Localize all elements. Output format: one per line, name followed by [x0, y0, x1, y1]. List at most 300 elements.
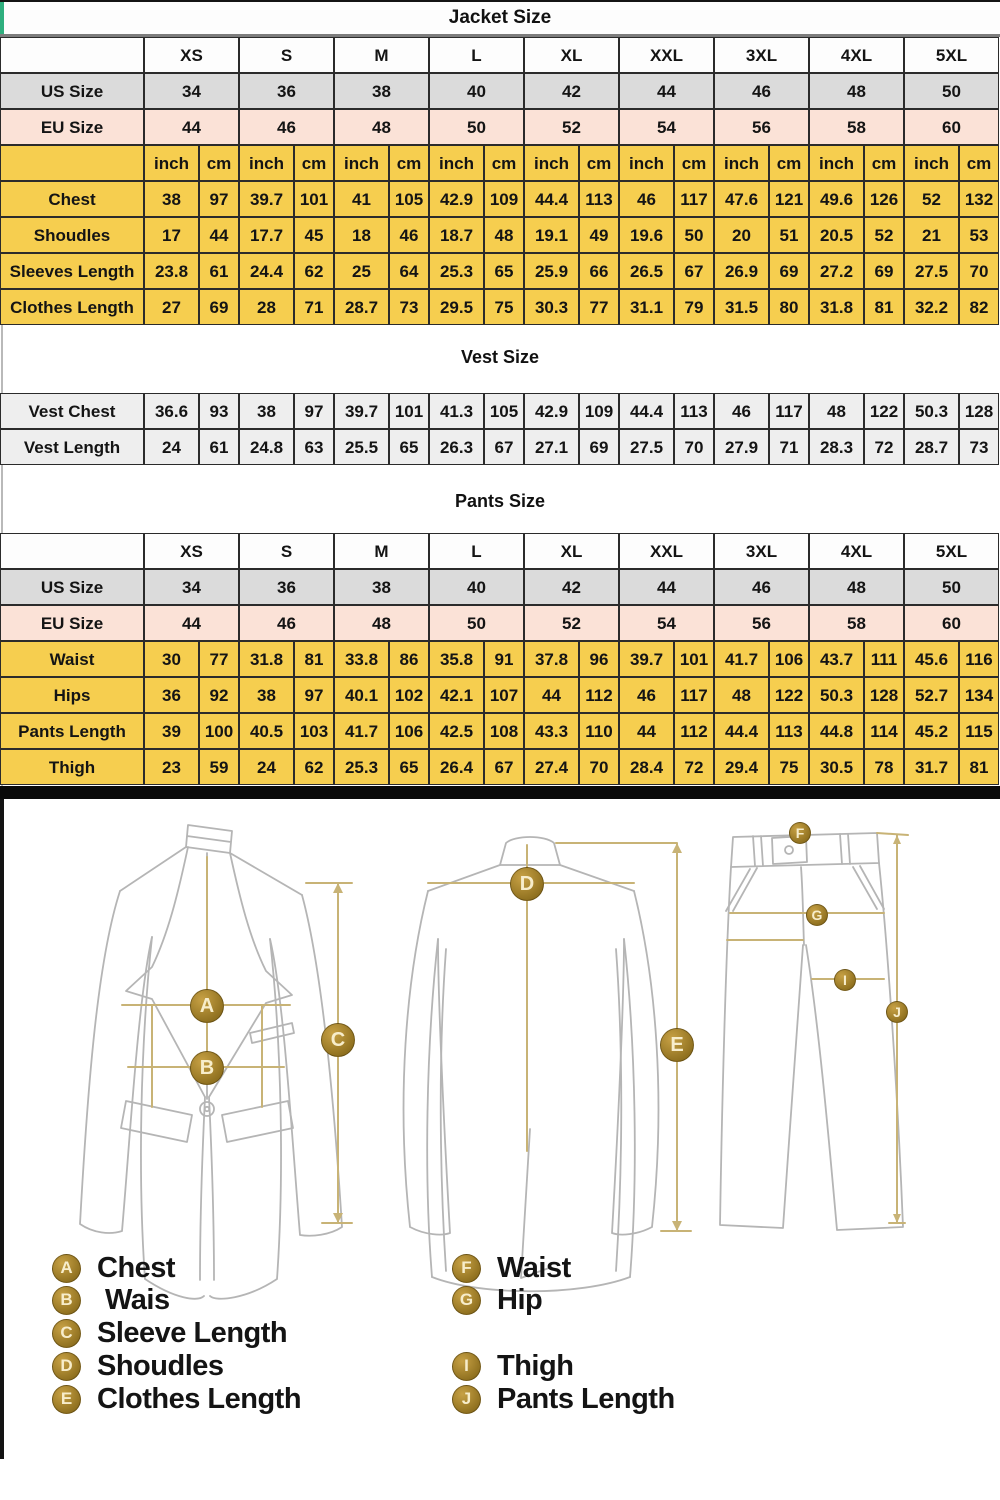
measurement-value-cell: 70: [674, 429, 714, 465]
measurement-value-cell: 46: [619, 677, 674, 713]
legend-label-pants-waist: Waist: [497, 1251, 571, 1284]
measurement-value-cell: 27.1: [524, 429, 579, 465]
eu-size-cell: 58: [809, 605, 904, 641]
measurement-value-cell: 48: [484, 217, 524, 253]
legend-badge-c: C: [52, 1319, 81, 1348]
measurement-value-cell: 134: [959, 677, 999, 713]
legend-badge-i: I: [452, 1352, 481, 1381]
measurement-value-cell: 109: [579, 393, 619, 429]
measurement-value-cell: 44.4: [524, 181, 579, 217]
measurement-value-cell: 28.7: [904, 429, 959, 465]
measurement-value-cell: 28.4: [619, 749, 674, 785]
size-header-cell: XXL: [619, 37, 714, 73]
measurement-value-cell: 39.7: [619, 641, 674, 677]
eu-size-cell: 48: [334, 605, 429, 641]
measurement-value-cell: 27.5: [904, 253, 959, 289]
marker-e-clothes-length: E: [660, 1028, 694, 1062]
vest-size-table: [0, 393, 999, 465]
measurement-value-cell: 106: [389, 713, 429, 749]
measurement-value-cell: 17.7: [239, 217, 294, 253]
legend-item-thigh: [452, 1350, 573, 1382]
vest-table-title: Vest Size: [460, 347, 540, 367]
measurement-value-cell: 32.2: [904, 289, 959, 325]
jacket-back-drawing: [404, 837, 659, 1291]
legend-label-waist: Wais: [105, 1283, 170, 1316]
legend-item-shoulders: [52, 1350, 224, 1382]
measurement-value-cell: 45.6: [904, 641, 959, 677]
us-size-cell: 46: [714, 569, 809, 605]
legend-item-sleeve-length: [52, 1317, 287, 1349]
legend-badge-g: G: [452, 1286, 481, 1315]
measurement-value-cell: 40.5: [239, 713, 294, 749]
measurement-value-cell: 43.3: [524, 713, 579, 749]
measurement-value-cell: 75: [769, 749, 809, 785]
eu-size-cell: 46: [239, 109, 334, 145]
measurement-value-cell: 31.5: [714, 289, 769, 325]
eu-size-cell: 50: [429, 605, 524, 641]
measurement-value-cell: 42.9: [524, 393, 579, 429]
measurement-value-cell: 105: [389, 181, 429, 217]
measurement-value-cell: 91: [484, 641, 524, 677]
measurement-value-cell: 44: [199, 217, 239, 253]
corner-cell: [0, 533, 144, 569]
us-size-cell: 34: [144, 73, 239, 109]
legend-label-sleeve-length: Sleeve Length: [97, 1316, 288, 1349]
measurement-value-cell: 25.9: [524, 253, 579, 289]
measurement-value-cell: 49.6: [809, 181, 864, 217]
us-size-row-label: US Size: [0, 569, 144, 605]
legend-badge-d: D: [52, 1352, 81, 1381]
eu-size-cell: 46: [239, 605, 334, 641]
measurement-value-cell: 25: [334, 253, 389, 289]
measurement-value-cell: 53: [959, 217, 999, 253]
measurement-value-cell: 71: [294, 289, 334, 325]
measurement-value-cell: 81: [294, 641, 334, 677]
legend-item-chest: [52, 1252, 175, 1284]
eu-size-row-label: EU Size: [0, 109, 144, 145]
measurement-value-cell: 81: [959, 749, 999, 785]
unit-inch-cell: inch: [809, 145, 864, 181]
size-header-cell: 4XL: [809, 37, 904, 73]
us-size-cell: 44: [619, 569, 714, 605]
measurement-value-cell: 27: [144, 289, 199, 325]
measurement-value-cell: 65: [389, 429, 429, 465]
size-header-cell: 3XL: [714, 533, 809, 569]
us-size-cell: 50: [904, 73, 999, 109]
measurement-row-label: Shoudles: [0, 217, 144, 253]
measurement-value-cell: 112: [579, 677, 619, 713]
measurement-value-cell: 52: [864, 217, 904, 253]
measurement-value-cell: 113: [579, 181, 619, 217]
measurement-row-label: Waist: [0, 641, 144, 677]
measurement-value-cell: 59: [199, 749, 239, 785]
unit-cm-cell: cm: [674, 145, 714, 181]
measurement-value-cell: 31.7: [904, 749, 959, 785]
unit-cm-cell: cm: [579, 145, 619, 181]
measurement-value-cell: 61: [199, 429, 239, 465]
marker-j-pants-length: J: [886, 1001, 908, 1023]
measurement-value-cell: 72: [864, 429, 904, 465]
measurement-value-cell: 62: [294, 749, 334, 785]
size-header-cell: 4XL: [809, 533, 904, 569]
legend-item-hip: [452, 1284, 542, 1316]
legend-item-clothes-length: [52, 1383, 301, 1415]
measurement-value-cell: 36.6: [144, 393, 199, 429]
unit-cm-cell: cm: [294, 145, 334, 181]
measurement-value-cell: 79: [674, 289, 714, 325]
measurement-value-cell: 72: [674, 749, 714, 785]
measurement-value-cell: 69: [199, 289, 239, 325]
measurement-value-cell: 81: [864, 289, 904, 325]
legend-label-chest: Chest: [97, 1251, 176, 1284]
eu-size-cell: 58: [809, 109, 904, 145]
legend-item-waist: [52, 1284, 170, 1316]
legend-badge-f: F: [452, 1254, 481, 1283]
measurement-value-cell: 27.4: [524, 749, 579, 785]
measurement-value-cell: 37.8: [524, 641, 579, 677]
us-size-cell: 42: [524, 73, 619, 109]
measurement-value-cell: 28.7: [334, 289, 389, 325]
measurement-value-cell: 35.8: [429, 641, 484, 677]
legend-badge-e: E: [52, 1385, 81, 1414]
measurement-value-cell: 48: [714, 677, 769, 713]
measurement-value-cell: 26.3: [429, 429, 484, 465]
measurement-value-cell: 45: [294, 217, 334, 253]
measurement-value-cell: 67: [484, 429, 524, 465]
measurement-value-cell: 75: [484, 289, 524, 325]
legend-badge-j: J: [452, 1385, 481, 1414]
us-size-cell: 38: [334, 569, 429, 605]
us-size-cell: 42: [524, 569, 619, 605]
eu-size-cell: 44: [144, 605, 239, 641]
measurement-value-cell: 30: [144, 641, 199, 677]
measurement-value-cell: 42.5: [429, 713, 484, 749]
measurement-value-cell: 50.3: [809, 677, 864, 713]
measurement-value-cell: 41.7: [334, 713, 389, 749]
measurement-value-cell: 39: [144, 713, 199, 749]
measurement-value-cell: 101: [674, 641, 714, 677]
unit-inch-cell: inch: [144, 145, 199, 181]
measurement-value-cell: 52: [904, 181, 959, 217]
measurement-value-cell: 126: [864, 181, 904, 217]
measurement-value-cell: 36: [144, 677, 199, 713]
eu-size-cell: 56: [714, 605, 809, 641]
measurement-value-cell: 101: [294, 181, 334, 217]
us-size-cell: 36: [239, 73, 334, 109]
measurement-value-cell: 31.8: [809, 289, 864, 325]
measurement-value-cell: 93: [199, 393, 239, 429]
measurement-value-cell: 44: [619, 713, 674, 749]
size-header-cell: XXL: [619, 533, 714, 569]
legend-label-shoulders: Shoudles: [97, 1349, 224, 1382]
measurement-value-cell: 69: [864, 253, 904, 289]
unit-inch-cell: inch: [524, 145, 579, 181]
measurement-value-cell: 30.3: [524, 289, 579, 325]
eu-size-cell: 56: [714, 109, 809, 145]
measurement-value-cell: 64: [389, 253, 429, 289]
pants-drawing: [720, 833, 903, 1230]
size-header-cell: M: [334, 37, 429, 73]
measurement-value-cell: 27.2: [809, 253, 864, 289]
measurement-value-cell: 31.8: [239, 641, 294, 677]
measurement-row-label: Hips: [0, 677, 144, 713]
size-header-cell: S: [239, 533, 334, 569]
measurement-row-label: Sleeves Length: [0, 253, 144, 289]
measurement-row-label: Vest Length: [0, 429, 144, 465]
measurement-value-cell: 17: [144, 217, 199, 253]
pants-size-table: [0, 533, 999, 785]
size-header-cell: XS: [144, 37, 239, 73]
size-header-cell: 5XL: [904, 37, 999, 73]
measurement-value-cell: 25.5: [334, 429, 389, 465]
measurement-value-cell: 19.6: [619, 217, 674, 253]
measurement-value-cell: 117: [769, 393, 809, 429]
measurement-value-cell: 51: [769, 217, 809, 253]
measurement-value-cell: 70: [579, 749, 619, 785]
eu-size-cell: 52: [524, 109, 619, 145]
measurement-row-label: Pants Length: [0, 713, 144, 749]
measurement-row-label: Chest: [0, 181, 144, 217]
unit-inch-cell: inch: [429, 145, 484, 181]
legend-label-thigh: Thigh: [497, 1349, 574, 1382]
measurement-value-cell: 39.7: [334, 393, 389, 429]
size-header-cell: XL: [524, 37, 619, 73]
measurement-value-cell: 44.8: [809, 713, 864, 749]
measurement-value-cell: 42.9: [429, 181, 484, 217]
measurement-value-cell: 24: [239, 749, 294, 785]
measurement-value-cell: 18: [334, 217, 389, 253]
us-size-cell: 36: [239, 569, 334, 605]
measurement-row-label: Clothes Length: [0, 289, 144, 325]
measurement-value-cell: 46: [389, 217, 429, 253]
measurement-value-cell: 26.5: [619, 253, 674, 289]
us-size-cell: 48: [809, 569, 904, 605]
measurement-value-cell: 39.7: [239, 181, 294, 217]
size-header-cell: XS: [144, 533, 239, 569]
measurement-value-cell: 41.3: [429, 393, 484, 429]
measurement-value-cell: 27.5: [619, 429, 674, 465]
measurement-value-cell: 128: [959, 393, 999, 429]
measurement-value-cell: 108: [484, 713, 524, 749]
measurement-value-cell: 106: [769, 641, 809, 677]
unit-inch-cell: inch: [619, 145, 674, 181]
measurement-value-cell: 65: [484, 253, 524, 289]
measurement-value-cell: 46: [619, 181, 674, 217]
measurement-value-cell: 113: [769, 713, 809, 749]
measurement-value-cell: 80: [769, 289, 809, 325]
measurement-value-cell: 100: [199, 713, 239, 749]
measurement-value-cell: 77: [579, 289, 619, 325]
unit-cm-cell: cm: [864, 145, 904, 181]
measurement-value-cell: 92: [199, 677, 239, 713]
eu-size-cell: 60: [904, 109, 999, 145]
measurement-value-cell: 45.2: [904, 713, 959, 749]
unit-cm-cell: cm: [389, 145, 429, 181]
measurement-value-cell: 52.7: [904, 677, 959, 713]
measurement-value-cell: 112: [674, 713, 714, 749]
legend-badge-a: A: [52, 1254, 81, 1283]
measurement-value-cell: 63: [294, 429, 334, 465]
size-header-cell: S: [239, 37, 334, 73]
measurement-value-cell: 77: [199, 641, 239, 677]
measurement-value-cell: 47.6: [714, 181, 769, 217]
measurement-value-cell: 128: [864, 677, 904, 713]
us-size-cell: 46: [714, 73, 809, 109]
measurement-value-cell: 50: [674, 217, 714, 253]
size-header-cell: L: [429, 533, 524, 569]
selection-accent-bar: [0, 2, 4, 34]
jacket-title-row: [0, 2, 1000, 37]
measurement-row-label: Vest Chest: [0, 393, 144, 429]
marker-b-waist: B: [190, 1051, 224, 1085]
measurement-value-cell: 28: [239, 289, 294, 325]
measurement-value-cell: 61: [199, 253, 239, 289]
measurement-value-cell: 19.1: [524, 217, 579, 253]
legend-badge-b: B: [52, 1286, 81, 1315]
measurement-arrowheads: [333, 835, 901, 1231]
unit-cm-cell: cm: [959, 145, 999, 181]
unit-inch-cell: inch: [334, 145, 389, 181]
eu-size-cell: 44: [144, 109, 239, 145]
measurement-value-cell: 62: [294, 253, 334, 289]
size-header-cell: XL: [524, 533, 619, 569]
measurement-value-cell: 46: [714, 393, 769, 429]
unit-cm-cell: cm: [484, 145, 524, 181]
measurement-value-cell: 29.4: [714, 749, 769, 785]
us-size-cell: 34: [144, 569, 239, 605]
measurement-value-cell: 23: [144, 749, 199, 785]
measurement-value-cell: 38: [239, 393, 294, 429]
measurement-value-cell: 41.7: [714, 641, 769, 677]
us-size-cell: 40: [429, 73, 524, 109]
pants-table-title: Pants Size: [454, 491, 546, 511]
marker-i-thigh: I: [834, 969, 856, 991]
measurement-value-cell: 86: [389, 641, 429, 677]
measurement-value-cell: 30.5: [809, 749, 864, 785]
us-size-cell: 38: [334, 73, 429, 109]
jacket-table-title: Jacket Size: [448, 7, 552, 28]
measurement-value-cell: 66: [579, 253, 619, 289]
us-size-row-label: US Size: [0, 73, 144, 109]
measurement-value-cell: 82: [959, 289, 999, 325]
measurement-value-cell: 38: [144, 181, 199, 217]
us-size-cell: 40: [429, 569, 524, 605]
measurement-value-cell: 97: [294, 393, 334, 429]
measurement-value-cell: 25.3: [334, 749, 389, 785]
unit-cm-cell: cm: [199, 145, 239, 181]
measurement-value-cell: 110: [579, 713, 619, 749]
measurement-value-cell: 43.7: [809, 641, 864, 677]
measurement-value-cell: 111: [864, 641, 904, 677]
measurement-value-cell: 26.9: [714, 253, 769, 289]
measurement-value-cell: 24: [144, 429, 199, 465]
measurement-value-cell: 132: [959, 181, 999, 217]
marker-f-waist: F: [789, 822, 811, 844]
measurement-value-cell: 20: [714, 217, 769, 253]
unit-cm-cell: cm: [769, 145, 809, 181]
measurement-value-cell: 21: [904, 217, 959, 253]
eu-size-cell: 50: [429, 109, 524, 145]
measurement-value-cell: 105: [484, 393, 524, 429]
measurement-value-cell: 122: [769, 677, 809, 713]
measurement-value-cell: 115: [959, 713, 999, 749]
measurement-value-cell: 65: [389, 749, 429, 785]
measurement-value-cell: 50.3: [904, 393, 959, 429]
measurement-value-cell: 18.7: [429, 217, 484, 253]
measurement-value-cell: 109: [484, 181, 524, 217]
measurement-value-cell: 41: [334, 181, 389, 217]
marker-a-chest: A: [190, 989, 224, 1023]
measurement-value-cell: 116: [959, 641, 999, 677]
eu-size-cell: 48: [334, 109, 429, 145]
jacket-size-table: [0, 37, 999, 325]
measurement-value-cell: 40.1: [334, 677, 389, 713]
marker-g-hip: G: [806, 904, 828, 926]
marker-d-shoulders: D: [510, 867, 544, 901]
measurement-value-cell: 78: [864, 749, 904, 785]
measurement-value-cell: 48: [809, 393, 864, 429]
measurement-value-cell: 71: [769, 429, 809, 465]
measurement-value-cell: 73: [389, 289, 429, 325]
measurement-value-cell: 73: [959, 429, 999, 465]
size-header-cell: L: [429, 37, 524, 73]
eu-size-cell: 60: [904, 605, 999, 641]
size-header-cell: 5XL: [904, 533, 999, 569]
us-size-cell: 50: [904, 569, 999, 605]
measurement-value-cell: 23.8: [144, 253, 199, 289]
measurement-value-cell: 49: [579, 217, 619, 253]
measurement-row-label: Thigh: [0, 749, 144, 785]
size-header-cell: M: [334, 533, 429, 569]
legend-item-pants-length: [452, 1383, 675, 1415]
measurement-value-cell: 26.4: [429, 749, 484, 785]
measurement-value-cell: 44.4: [714, 713, 769, 749]
unit-inch-cell: inch: [904, 145, 959, 181]
measurement-value-cell: 44: [524, 677, 579, 713]
measurement-value-cell: 67: [484, 749, 524, 785]
measurement-value-cell: 31.1: [619, 289, 674, 325]
eu-size-row-label: EU Size: [0, 605, 144, 641]
legend-label-pants-length: Pants Length: [497, 1382, 675, 1415]
measurement-value-cell: 97: [199, 181, 239, 217]
measurement-value-cell: 113: [674, 393, 714, 429]
measurement-value-cell: 20.5: [809, 217, 864, 253]
legend-label-clothes-length: Clothes Length: [97, 1382, 302, 1415]
marker-c-sleeve-length: C: [321, 1023, 355, 1057]
measurement-value-cell: 28.3: [809, 429, 864, 465]
measurement-value-cell: 42.1: [429, 677, 484, 713]
measurement-value-cell: 38: [239, 677, 294, 713]
measurement-value-cell: 122: [864, 393, 904, 429]
measurement-value-cell: 25.3: [429, 253, 484, 289]
eu-size-cell: 54: [619, 605, 714, 641]
measurement-value-cell: 107: [484, 677, 524, 713]
eu-size-cell: 52: [524, 605, 619, 641]
measurement-value-cell: 117: [674, 181, 714, 217]
measurement-value-cell: 114: [864, 713, 904, 749]
measurement-value-cell: 102: [389, 677, 429, 713]
measurement-value-cell: 24.8: [239, 429, 294, 465]
measurement-value-cell: 117: [674, 677, 714, 713]
unit-inch-cell: inch: [714, 145, 769, 181]
measurement-value-cell: 27.9: [714, 429, 769, 465]
us-size-cell: 48: [809, 73, 904, 109]
unit-corner-cell: [0, 145, 144, 181]
size-header-cell: 3XL: [714, 37, 809, 73]
section-divider-band: [0, 786, 1000, 799]
measurement-value-cell: 44.4: [619, 393, 674, 429]
measurement-value-cell: 69: [579, 429, 619, 465]
